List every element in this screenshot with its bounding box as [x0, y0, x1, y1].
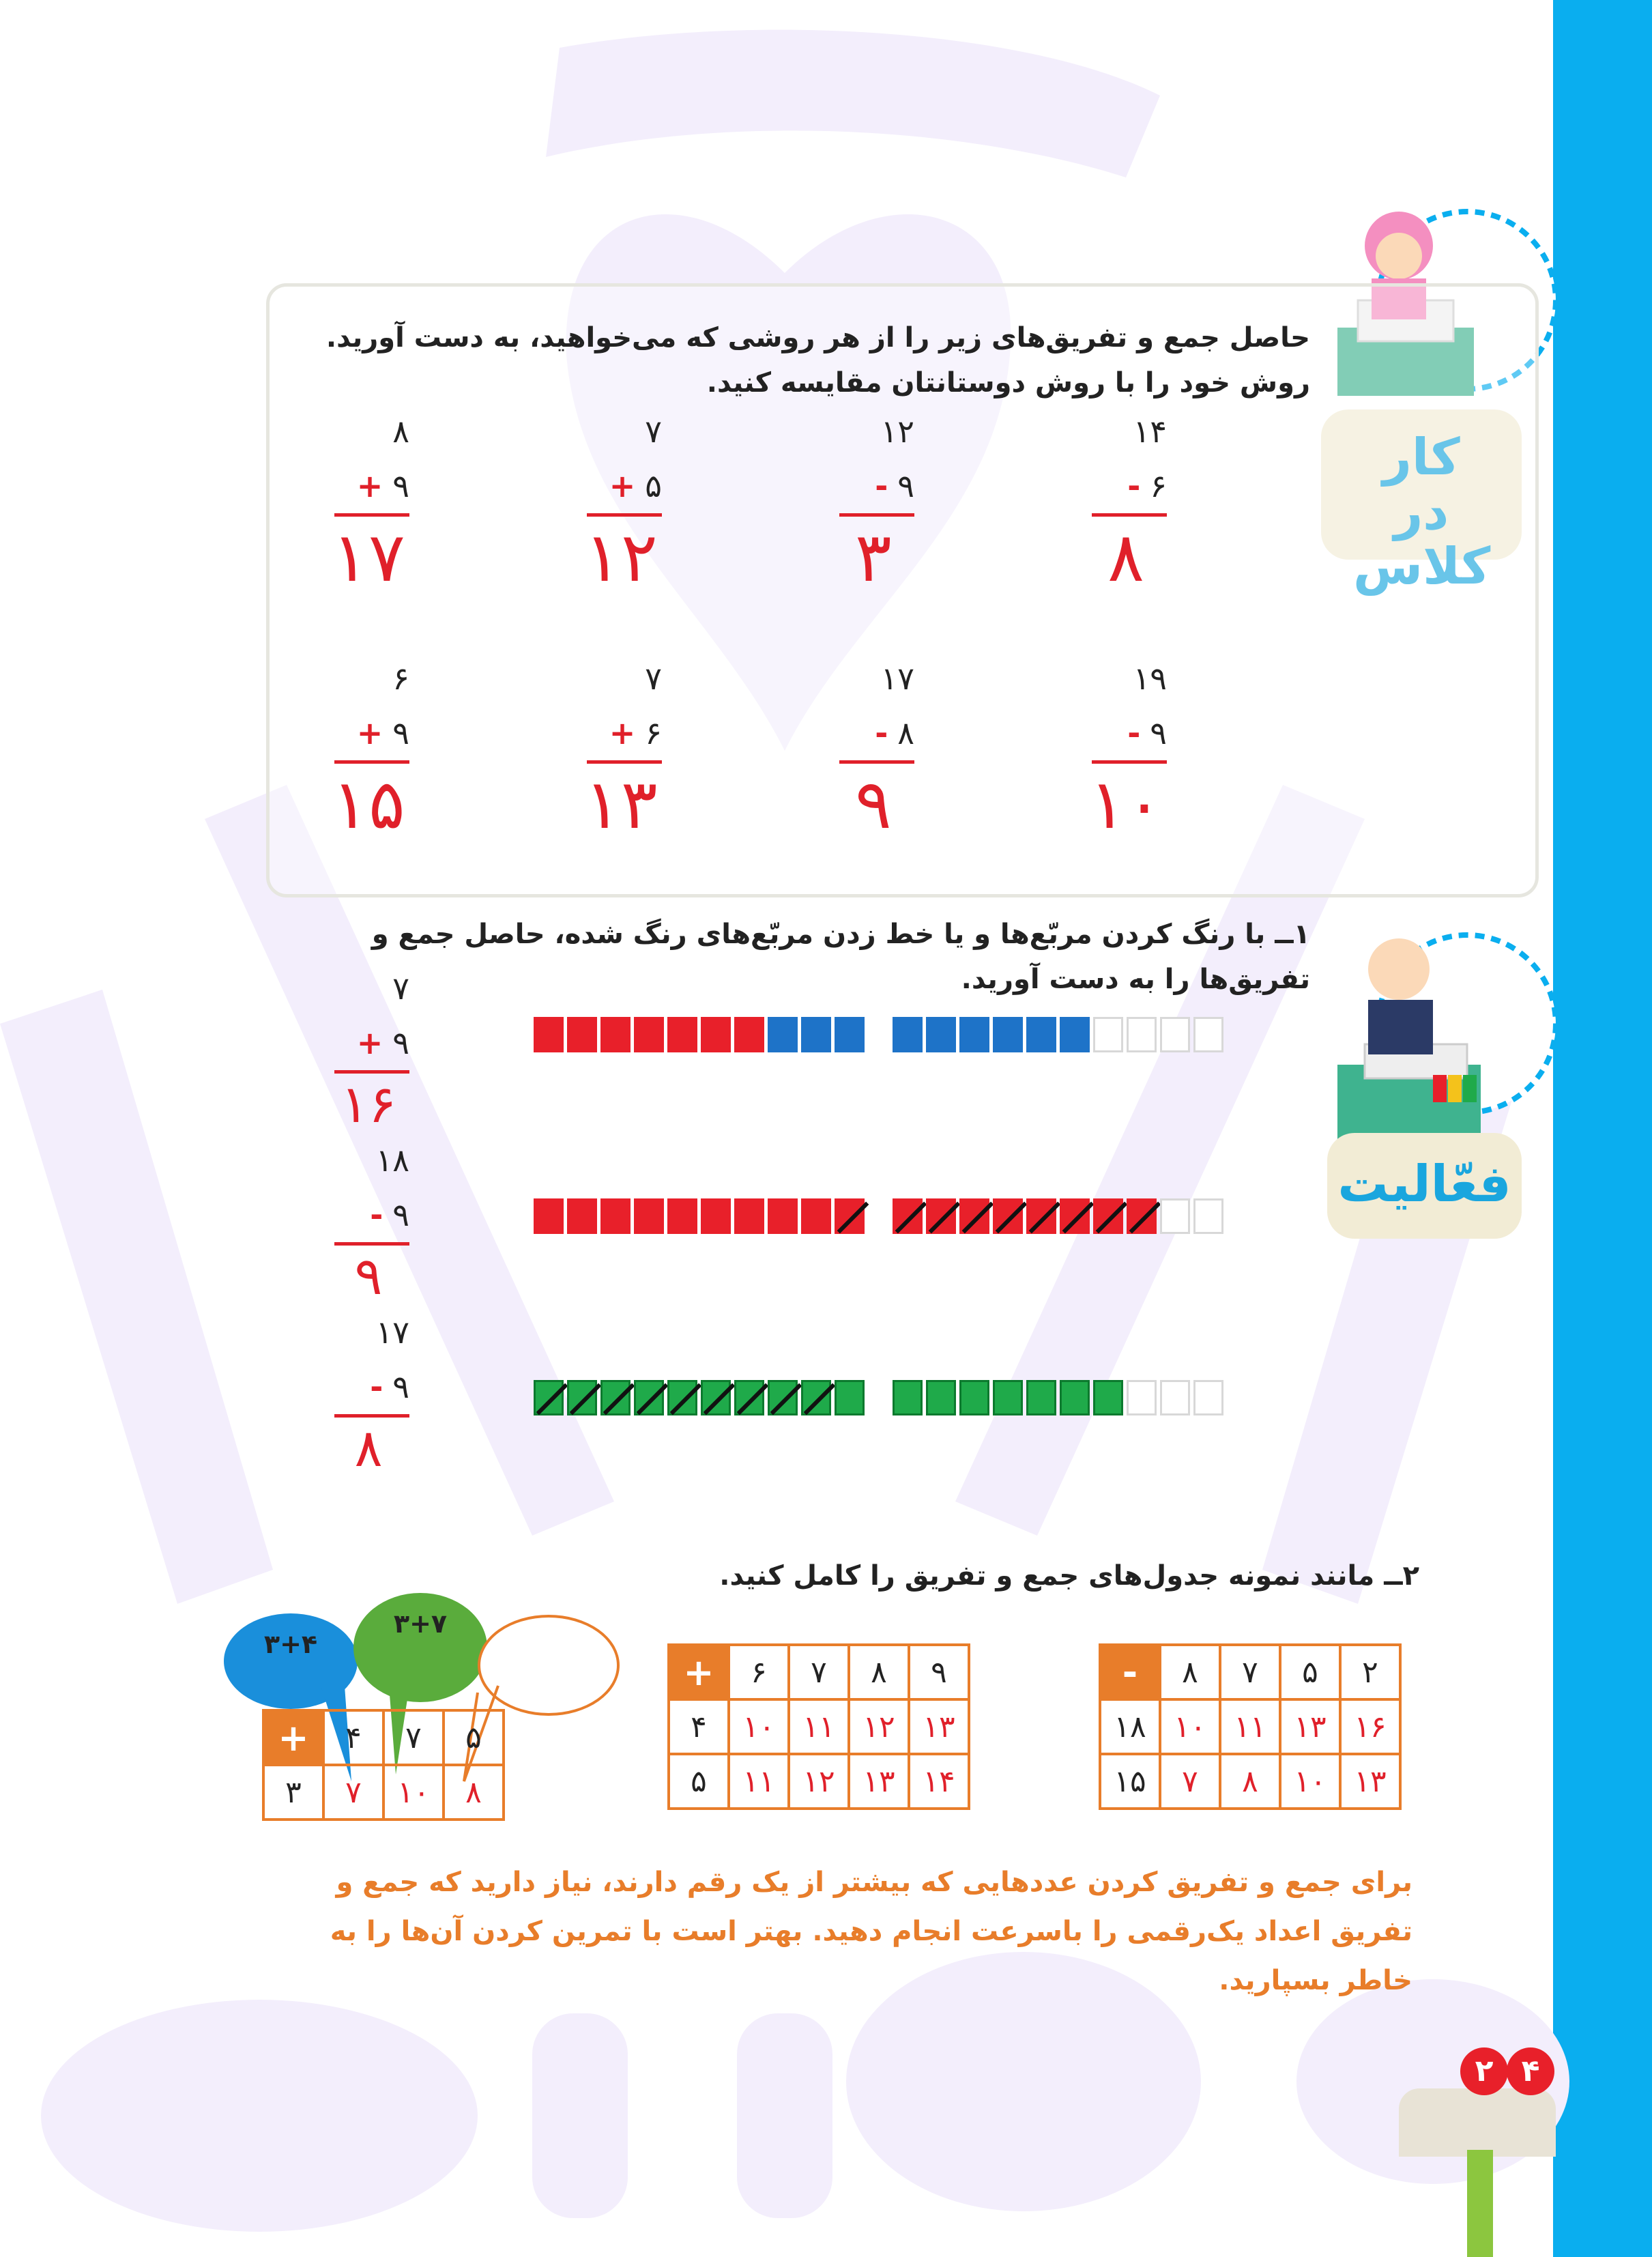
header-cell: ۸ — [849, 1645, 909, 1699]
square-cell[interactable] — [801, 1198, 831, 1234]
square-cell[interactable] — [1193, 1380, 1223, 1415]
activity-badge-label: فعّالیت — [1337, 1155, 1511, 1213]
hint-bubble-green-text: ۳+۷ — [393, 1609, 448, 1639]
square-cell[interactable] — [1026, 1017, 1056, 1052]
square-cell[interactable] — [1026, 1380, 1056, 1415]
problem-answer: ۱۳ — [584, 764, 658, 844]
problem-second-number — [778, 459, 914, 513]
square-cell[interactable] — [1060, 1198, 1090, 1234]
vertical-problem — [525, 651, 662, 846]
problem-first-number: ۱۲ — [880, 413, 914, 450]
square-cell[interactable] — [534, 1380, 564, 1415]
square-bar-left — [534, 1198, 868, 1234]
cross-out-mark — [895, 1202, 927, 1234]
answer-cell[interactable]: ۱۰ — [383, 1765, 444, 1820]
row-label-cell: ۱۵ — [1100, 1754, 1160, 1809]
square-cell[interactable] — [600, 1198, 631, 1234]
problem-second-number — [525, 459, 662, 513]
problem-operator: - — [1127, 468, 1141, 504]
square-cell[interactable] — [893, 1380, 923, 1415]
cross-out-mark — [1096, 1202, 1128, 1234]
square-cell[interactable] — [600, 1380, 631, 1415]
square-cell[interactable] — [1160, 1017, 1190, 1052]
row-label-cell: ۳ — [263, 1765, 323, 1820]
cross-out-mark — [837, 1202, 869, 1234]
cross-out-mark — [603, 1383, 635, 1415]
problem-operator: - — [370, 1368, 383, 1405]
number-table — [262, 1709, 505, 1821]
problem-operator: + — [356, 1024, 383, 1061]
problem-second-number — [1030, 459, 1167, 513]
square-cell[interactable] — [1060, 1380, 1090, 1415]
square-cell[interactable] — [701, 1380, 731, 1415]
cross-out-mark — [1129, 1202, 1161, 1234]
square-cell[interactable] — [926, 1017, 956, 1052]
cross-out-mark — [737, 1383, 769, 1415]
problem-operator: + — [609, 468, 636, 504]
page-number-stem — [1467, 2150, 1493, 2257]
answer-cell[interactable]: ۸ — [1220, 1754, 1280, 1809]
square-cell[interactable] — [768, 1017, 798, 1052]
vertical-problem — [1030, 651, 1167, 846]
header-cell: ۷ — [789, 1645, 849, 1699]
square-bar-left — [534, 1017, 868, 1052]
square-cell[interactable] — [600, 1017, 631, 1052]
problem-answer: ۱۷ — [332, 517, 405, 597]
header-cell: ۶ — [729, 1645, 789, 1699]
square-cell[interactable] — [1093, 1017, 1123, 1052]
vertical-problem — [778, 404, 914, 599]
answer-cell[interactable]: ۱۰ — [1280, 1754, 1340, 1809]
vertical-problem — [1030, 404, 1167, 599]
problem-operator: - — [875, 468, 888, 504]
hint-bubble-blue-text: ۳+۴ — [263, 1629, 318, 1659]
square-cell[interactable] — [1093, 1198, 1123, 1234]
square-cell[interactable] — [893, 1198, 923, 1234]
problem-second-number — [273, 1360, 409, 1414]
header-cell: ۴ — [323, 1710, 383, 1765]
square-cell[interactable] — [893, 1017, 923, 1052]
square-cell[interactable] — [534, 1017, 564, 1052]
cross-out-mark — [704, 1383, 736, 1415]
header-cell: ۲ — [1340, 1645, 1400, 1699]
problem-operator: + — [356, 715, 383, 751]
problem-answer: ۹ — [855, 764, 892, 844]
problem-second-value: ۸ — [897, 715, 914, 751]
boy-studying-illustration — [1331, 915, 1556, 1140]
square-bar-right — [893, 1198, 1227, 1234]
header-cell: ۷ — [1220, 1645, 1280, 1699]
square-bar-right — [893, 1380, 1227, 1415]
row-label-cell: ۱۸ — [1100, 1699, 1160, 1754]
vertical-problem — [525, 404, 662, 599]
square-cell[interactable] — [801, 1380, 831, 1415]
square-cell[interactable] — [993, 1198, 1023, 1234]
operator-cell: - — [1100, 1645, 1160, 1699]
square-cell[interactable] — [701, 1198, 731, 1234]
answer-cell[interactable]: ۱۰ — [729, 1699, 789, 1754]
square-cell[interactable] — [634, 1017, 664, 1052]
problem-first-number: ۶ — [392, 660, 409, 697]
problem-second-number — [525, 706, 662, 760]
page-number-digit-tens: ۲ — [1460, 2047, 1508, 2095]
cross-out-mark — [1029, 1202, 1061, 1234]
number-table — [1099, 1643, 1402, 1810]
square-cell[interactable] — [567, 1017, 597, 1052]
problem-second-value: ۹ — [392, 468, 409, 504]
square-cell[interactable] — [534, 1198, 564, 1234]
problem-answer: ۱۵ — [332, 764, 405, 844]
problem-first-number: ۱۷ — [880, 660, 914, 697]
problem-second-number — [273, 459, 409, 513]
problem-first-number: ۷ — [645, 413, 662, 450]
square-cell[interactable] — [734, 1198, 764, 1234]
answer-cell[interactable]: ۱۱ — [1220, 1699, 1280, 1754]
header-cell: ۷ — [383, 1710, 444, 1765]
problem-operator: + — [356, 468, 383, 504]
problem-first-number: ۸ — [392, 413, 409, 450]
square-cell[interactable] — [1160, 1198, 1190, 1234]
page-number-tab — [1399, 2088, 1556, 2157]
square-cell[interactable] — [1160, 1380, 1190, 1415]
class-work-badge-label: کار در کلاس — [1353, 428, 1491, 596]
square-cell[interactable] — [959, 1380, 989, 1415]
problem-second-value: ۹ — [897, 468, 914, 504]
square-cell[interactable] — [667, 1380, 697, 1415]
cross-out-mark — [1062, 1202, 1095, 1234]
header-cell: ۹ — [909, 1645, 969, 1699]
problem-answer: ۸ — [354, 1418, 383, 1478]
problem-second-number — [273, 706, 409, 760]
problem-second-value: ۶ — [645, 715, 662, 751]
problem-first-number: ۱۷ — [375, 1314, 409, 1351]
problem-first-number: ۱۸ — [375, 1142, 409, 1179]
square-bar-right — [893, 1017, 1227, 1052]
answer-cell[interactable]: ۱۳ — [1280, 1699, 1340, 1754]
problem-second-number — [1030, 706, 1167, 760]
cross-out-mark — [770, 1383, 802, 1415]
operator-cell: + — [669, 1645, 729, 1699]
problem-answer: ۹ — [354, 1246, 383, 1306]
square-cell[interactable] — [768, 1198, 798, 1234]
problem-operator: - — [370, 1196, 383, 1233]
vertical-problem — [778, 651, 914, 846]
answer-cell[interactable]: ۱۰ — [1160, 1699, 1220, 1754]
header-cell: ۸ — [1160, 1645, 1220, 1699]
square-cell[interactable] — [835, 1017, 865, 1052]
square-cell[interactable] — [926, 1380, 956, 1415]
square-cell[interactable] — [801, 1017, 831, 1052]
row-label-cell: ۴ — [669, 1699, 729, 1754]
problem-second-number — [273, 1188, 409, 1242]
vertical-problem — [273, 1305, 409, 1479]
square-cell[interactable] — [667, 1198, 697, 1234]
header-cell: ۵ — [1280, 1645, 1340, 1699]
problem-second-value: ۹ — [392, 715, 409, 751]
row-label-cell: ۵ — [669, 1754, 729, 1809]
square-cell[interactable] — [835, 1380, 865, 1415]
problem-operator: - — [875, 715, 888, 751]
square-cell[interactable] — [959, 1198, 989, 1234]
problem-second-value: ۶ — [1150, 468, 1167, 504]
cross-out-mark — [637, 1383, 669, 1415]
square-cell[interactable] — [634, 1380, 664, 1415]
vertical-problem — [273, 404, 409, 599]
problem-second-value: ۵ — [645, 468, 662, 504]
answer-cell[interactable]: ۱۳ — [1340, 1754, 1400, 1809]
problem-operator: - — [1127, 715, 1141, 751]
vertical-problem — [273, 1133, 409, 1307]
square-cell[interactable] — [567, 1198, 597, 1234]
square-cell[interactable] — [634, 1198, 664, 1234]
problem-first-number: ۷ — [392, 970, 409, 1007]
activity-instruction: ۱ــ با رنگ کردن مربّع‌ها و یا خط زدن مربّع‌های رنگ شده، حاصل جمع و تفریق‌ها را به دست آورید. — [371, 919, 1310, 995]
square-cell[interactable] — [734, 1017, 764, 1052]
problem-answer: ۸ — [1107, 517, 1144, 597]
problem-first-number: ۱۹ — [1133, 660, 1167, 697]
problem-first-number: ۱۴ — [1133, 413, 1167, 450]
square-cell[interactable] — [734, 1380, 764, 1415]
cross-out-mark — [670, 1383, 702, 1415]
problem-answer: ۱۶ — [340, 1074, 396, 1134]
number-table — [667, 1643, 970, 1810]
square-cell[interactable] — [993, 1017, 1023, 1052]
answer-cell[interactable]: ۱۳ — [849, 1754, 909, 1809]
header-cell: ۵ — [444, 1710, 504, 1765]
tip-note: برای جمع و تفریق کردن عددهایی که بیشتر از یک رقم دارند، نیاز دارید که جمع و تفریق اعداد یک‌رقمی را باسرعت انجام دهید. بهتر است با تمرین کردن آن‌ها را به خاطر بسپارید. — [330, 1867, 1412, 1996]
square-cell[interactable] — [567, 1380, 597, 1415]
square-cell[interactable] — [1060, 1017, 1090, 1052]
answer-cell[interactable]: ۱۱ — [729, 1754, 789, 1809]
square-cell[interactable] — [1127, 1017, 1157, 1052]
table-instruction: ۲ــ مانند نمونه جدول‌های جمع و تفریق را کامل کنید. — [719, 1560, 1419, 1592]
problem-answer: ۱۰ — [1089, 764, 1163, 844]
class-work-instruction: حاصل جمع و تفریق‌های زیر را از هر روشی که می‌خواهید، به دست آورید. روش خود را با روش دوستانتان مقایسه کنید. — [325, 322, 1310, 399]
problem-second-number — [273, 1016, 409, 1070]
square-cell[interactable] — [1026, 1198, 1056, 1234]
cross-out-mark — [570, 1383, 602, 1415]
problem-second-value: ۹ — [1150, 715, 1167, 751]
square-cell[interactable] — [667, 1017, 697, 1052]
cross-out-mark — [929, 1202, 961, 1234]
square-bar-left — [534, 1380, 868, 1415]
problem-second-value: ۹ — [392, 1024, 409, 1061]
problem-second-value: ۹ — [392, 1368, 409, 1405]
square-cell[interactable] — [1127, 1380, 1157, 1415]
answer-cell[interactable]: ۱۶ — [1340, 1699, 1400, 1754]
vertical-problem — [273, 651, 409, 846]
vertical-problem — [273, 961, 409, 1135]
answer-cell[interactable]: ۱۴ — [909, 1754, 969, 1809]
answer-cell[interactable]: ۷ — [323, 1765, 383, 1820]
square-cell[interactable] — [1193, 1017, 1223, 1052]
problem-second-number — [778, 706, 914, 760]
square-cell[interactable] — [993, 1380, 1023, 1415]
square-cell[interactable] — [1127, 1198, 1157, 1234]
cross-out-mark — [962, 1202, 994, 1234]
problem-second-value: ۹ — [392, 1196, 409, 1233]
problem-answer: ۱۲ — [584, 517, 658, 597]
answer-cell[interactable]: ۸ — [444, 1765, 504, 1820]
activity-badge — [1327, 1133, 1522, 1239]
answer-cell[interactable]: ۱۳ — [909, 1699, 969, 1754]
answer-cell[interactable]: ۱۱ — [789, 1699, 849, 1754]
problem-first-number: ۷ — [645, 660, 662, 697]
square-cell[interactable] — [835, 1198, 865, 1234]
square-cell[interactable] — [1093, 1380, 1123, 1415]
cross-out-mark — [996, 1202, 1028, 1234]
operator-cell: + — [263, 1710, 323, 1765]
square-cell[interactable] — [768, 1380, 798, 1415]
answer-cell[interactable]: ۱۲ — [789, 1754, 849, 1809]
square-cell[interactable] — [959, 1017, 989, 1052]
square-cell[interactable] — [701, 1017, 731, 1052]
answer-cell[interactable]: ۷ — [1160, 1754, 1220, 1809]
cross-out-mark — [536, 1383, 568, 1415]
square-cell[interactable] — [1193, 1198, 1223, 1234]
problem-answer: ۳ — [855, 517, 892, 597]
page-number-digit-ones: ۴ — [1507, 2047, 1554, 2095]
cross-out-mark — [804, 1383, 836, 1415]
square-cell[interactable] — [926, 1198, 956, 1234]
answer-cell[interactable]: ۱۲ — [849, 1699, 909, 1754]
problem-operator: + — [609, 715, 636, 751]
